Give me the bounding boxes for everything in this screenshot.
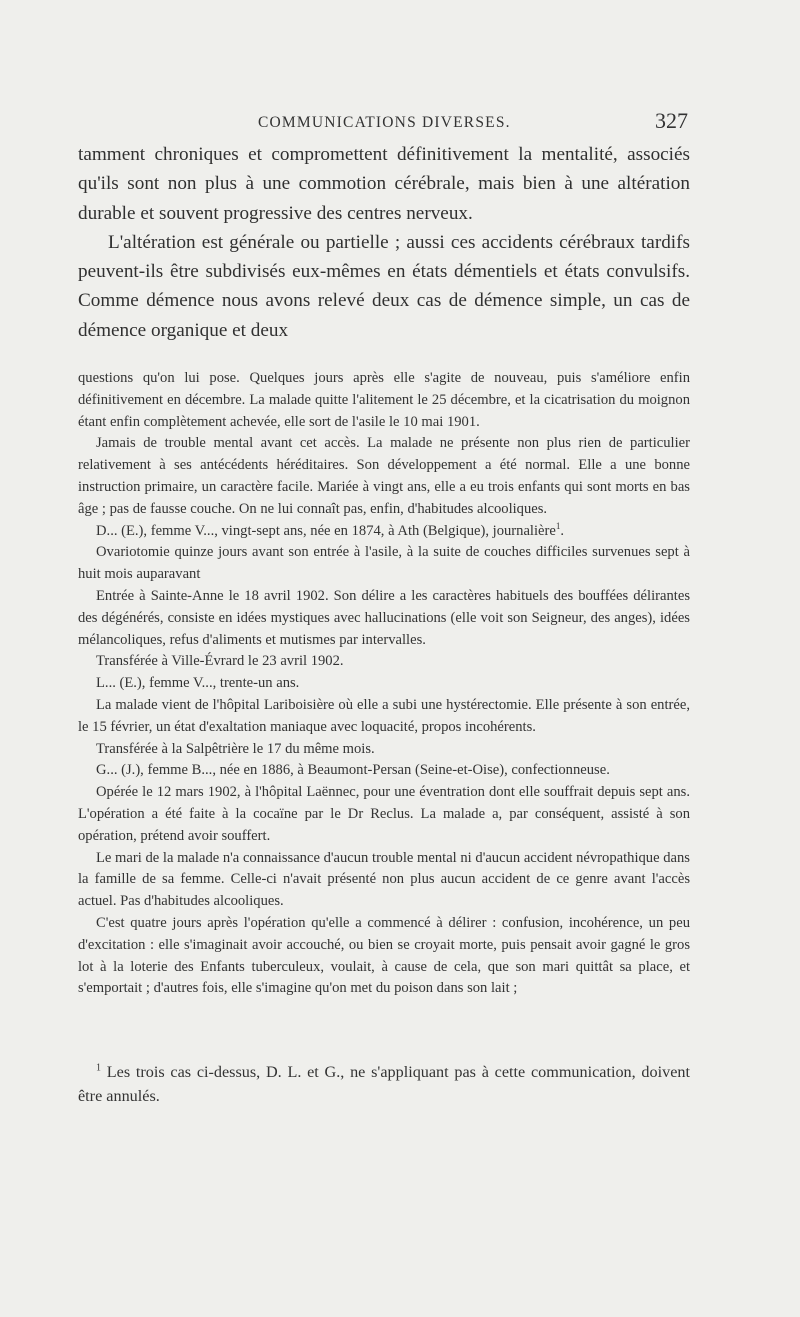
case-paragraph: Jamais de trouble mental avant cet accès. La malade ne présente non plus rien de particulier relativement à ses antécédents héréditaires. Son développement a été normal. Elle a une bonne instruction primaire, un caractère facile. Mariée à vingt ans, elle a eu trois enfants qui sont morts en bas âge ; pas de fausse couche. On ne lui connaît pas, enfin, d'habitudes alcooliques. xyxy=(78,435,690,517)
case-paragraph: Ovariotomie quinze jours avant son entrée à l'asile, à la suite de couches difficiles survenues sept à huit mois auparavant xyxy=(78,544,690,583)
body-paragraph: L'altération est générale ou partielle ; aussi ces accidents cérébraux tardifs peuvent-ils être subdivisés eux-mêmes en états démentiels et états convulsifs. Comme démence nous avons relevé deux cas de démence simple, un cas de démence organique et deux xyxy=(78,231,690,341)
case-paragraph: La malade vient de l'hôpital Lariboisière où elle a subi une hystérectomie. Elle présente à son entrée, le 15 février, un état d'exaltation maniaque avec loquacité, propos incohérents. xyxy=(78,696,690,735)
footnote-text: Les trois cas ci-dessus, D. L. et G., ne s'appliquant pas à cette communication, doivent être annulés. xyxy=(78,1063,690,1105)
case-paragraph: D... (E.), femme V..., vingt-sept ans, née en 1874, à Ath (Belgique), journalière$^1$. xyxy=(96,520,565,539)
case-paragraph: L... (E.), femme V..., trente-un ans. xyxy=(96,675,300,692)
footnote-reference: 1 xyxy=(555,520,561,531)
case-paragraph: Le mari de la malade n'a connaissance d'aucun trouble mental ni d'aucun accident névropathique dans la famille de sa femme. Celle-ci n'avait présenté non plus aucun accident de ce genre avant l'accès actuel. Pas d'habitudes alcooliques. xyxy=(78,849,690,910)
case-heading-text: D... (E.), femme V..., vingt-sept ans, née en 1874, à Ath (Belgique), journalière xyxy=(96,522,556,539)
footnote xyxy=(78,1060,690,1108)
case-paragraph: Transférée à Ville-Évrard le 23 avril 1902. xyxy=(96,653,344,670)
case-notes xyxy=(78,368,690,1000)
case-paragraph: Transférée à la Salpêtrière le 17 du même mois. xyxy=(96,740,375,757)
body-paragraph: tamment chroniques et compromettent définitivement la mentalité, associés qu'ils sont non plus à une commotion cérébrale, mais bien à une altération durable et souvent progressive des centres nerveux. xyxy=(78,144,690,224)
case-paragraph: C'est quatre jours après l'opération qu'elle a commencé à délirer : confusion, incohérence, un peu d'excitation : elle s'imaginait avoir accouché, ou bien se croyait morte, puis pensait avoir gagné le gros lot à la loterie des Enfants tuberculeux, voulait, à cause de cela, que son mari quittât sa place, et s'emportait ; d'autres fois, elle s'imagine qu'on met du poison dans son lait ; xyxy=(78,914,690,997)
case-paragraph: questions qu'on lui pose. Quelques jours après elle s'agite de nouveau, puis s'améliore enfin définitivement en décembre. La malade quitte l'alitement le 25 décembre, et la cicatrisation du moignon étant enfin complètement achevée, elle sort de l'asile le 10 mai 1901. xyxy=(78,370,690,430)
main-text xyxy=(78,140,690,345)
page-number: 327 xyxy=(655,108,688,133)
case-paragraph: G... (J.), femme B..., née en 1886, à Beaumont-Persan (Seine-et-Oise), confectionneuse. xyxy=(96,762,610,779)
running-head xyxy=(78,108,688,136)
footnote-marker: 1 xyxy=(96,1062,102,1074)
case-paragraph: Opérée le 12 mars 1902, à l'hôpital Laënnec, pour une éventration dont elle souffrait depuis sept ans. L'opération a été faite à la cocaïne par le Dr Reclus. La malade a, par conséquent, assisté à son opération, prétend avoir souffert. xyxy=(78,784,690,844)
running-title: COMMUNICATIONS DIVERSES. xyxy=(258,114,511,131)
case-paragraph: Entrée à Sainte-Anne le 18 avril 1902. Son délire a les caractères habituels des bouffées délirantes des dégénérés, consiste en idées mystiques avec hallucinations (elle voit son Seigneur, des anges), idées mélancoliques, refus d'aliments et mutismes par intervalles. xyxy=(78,587,690,648)
